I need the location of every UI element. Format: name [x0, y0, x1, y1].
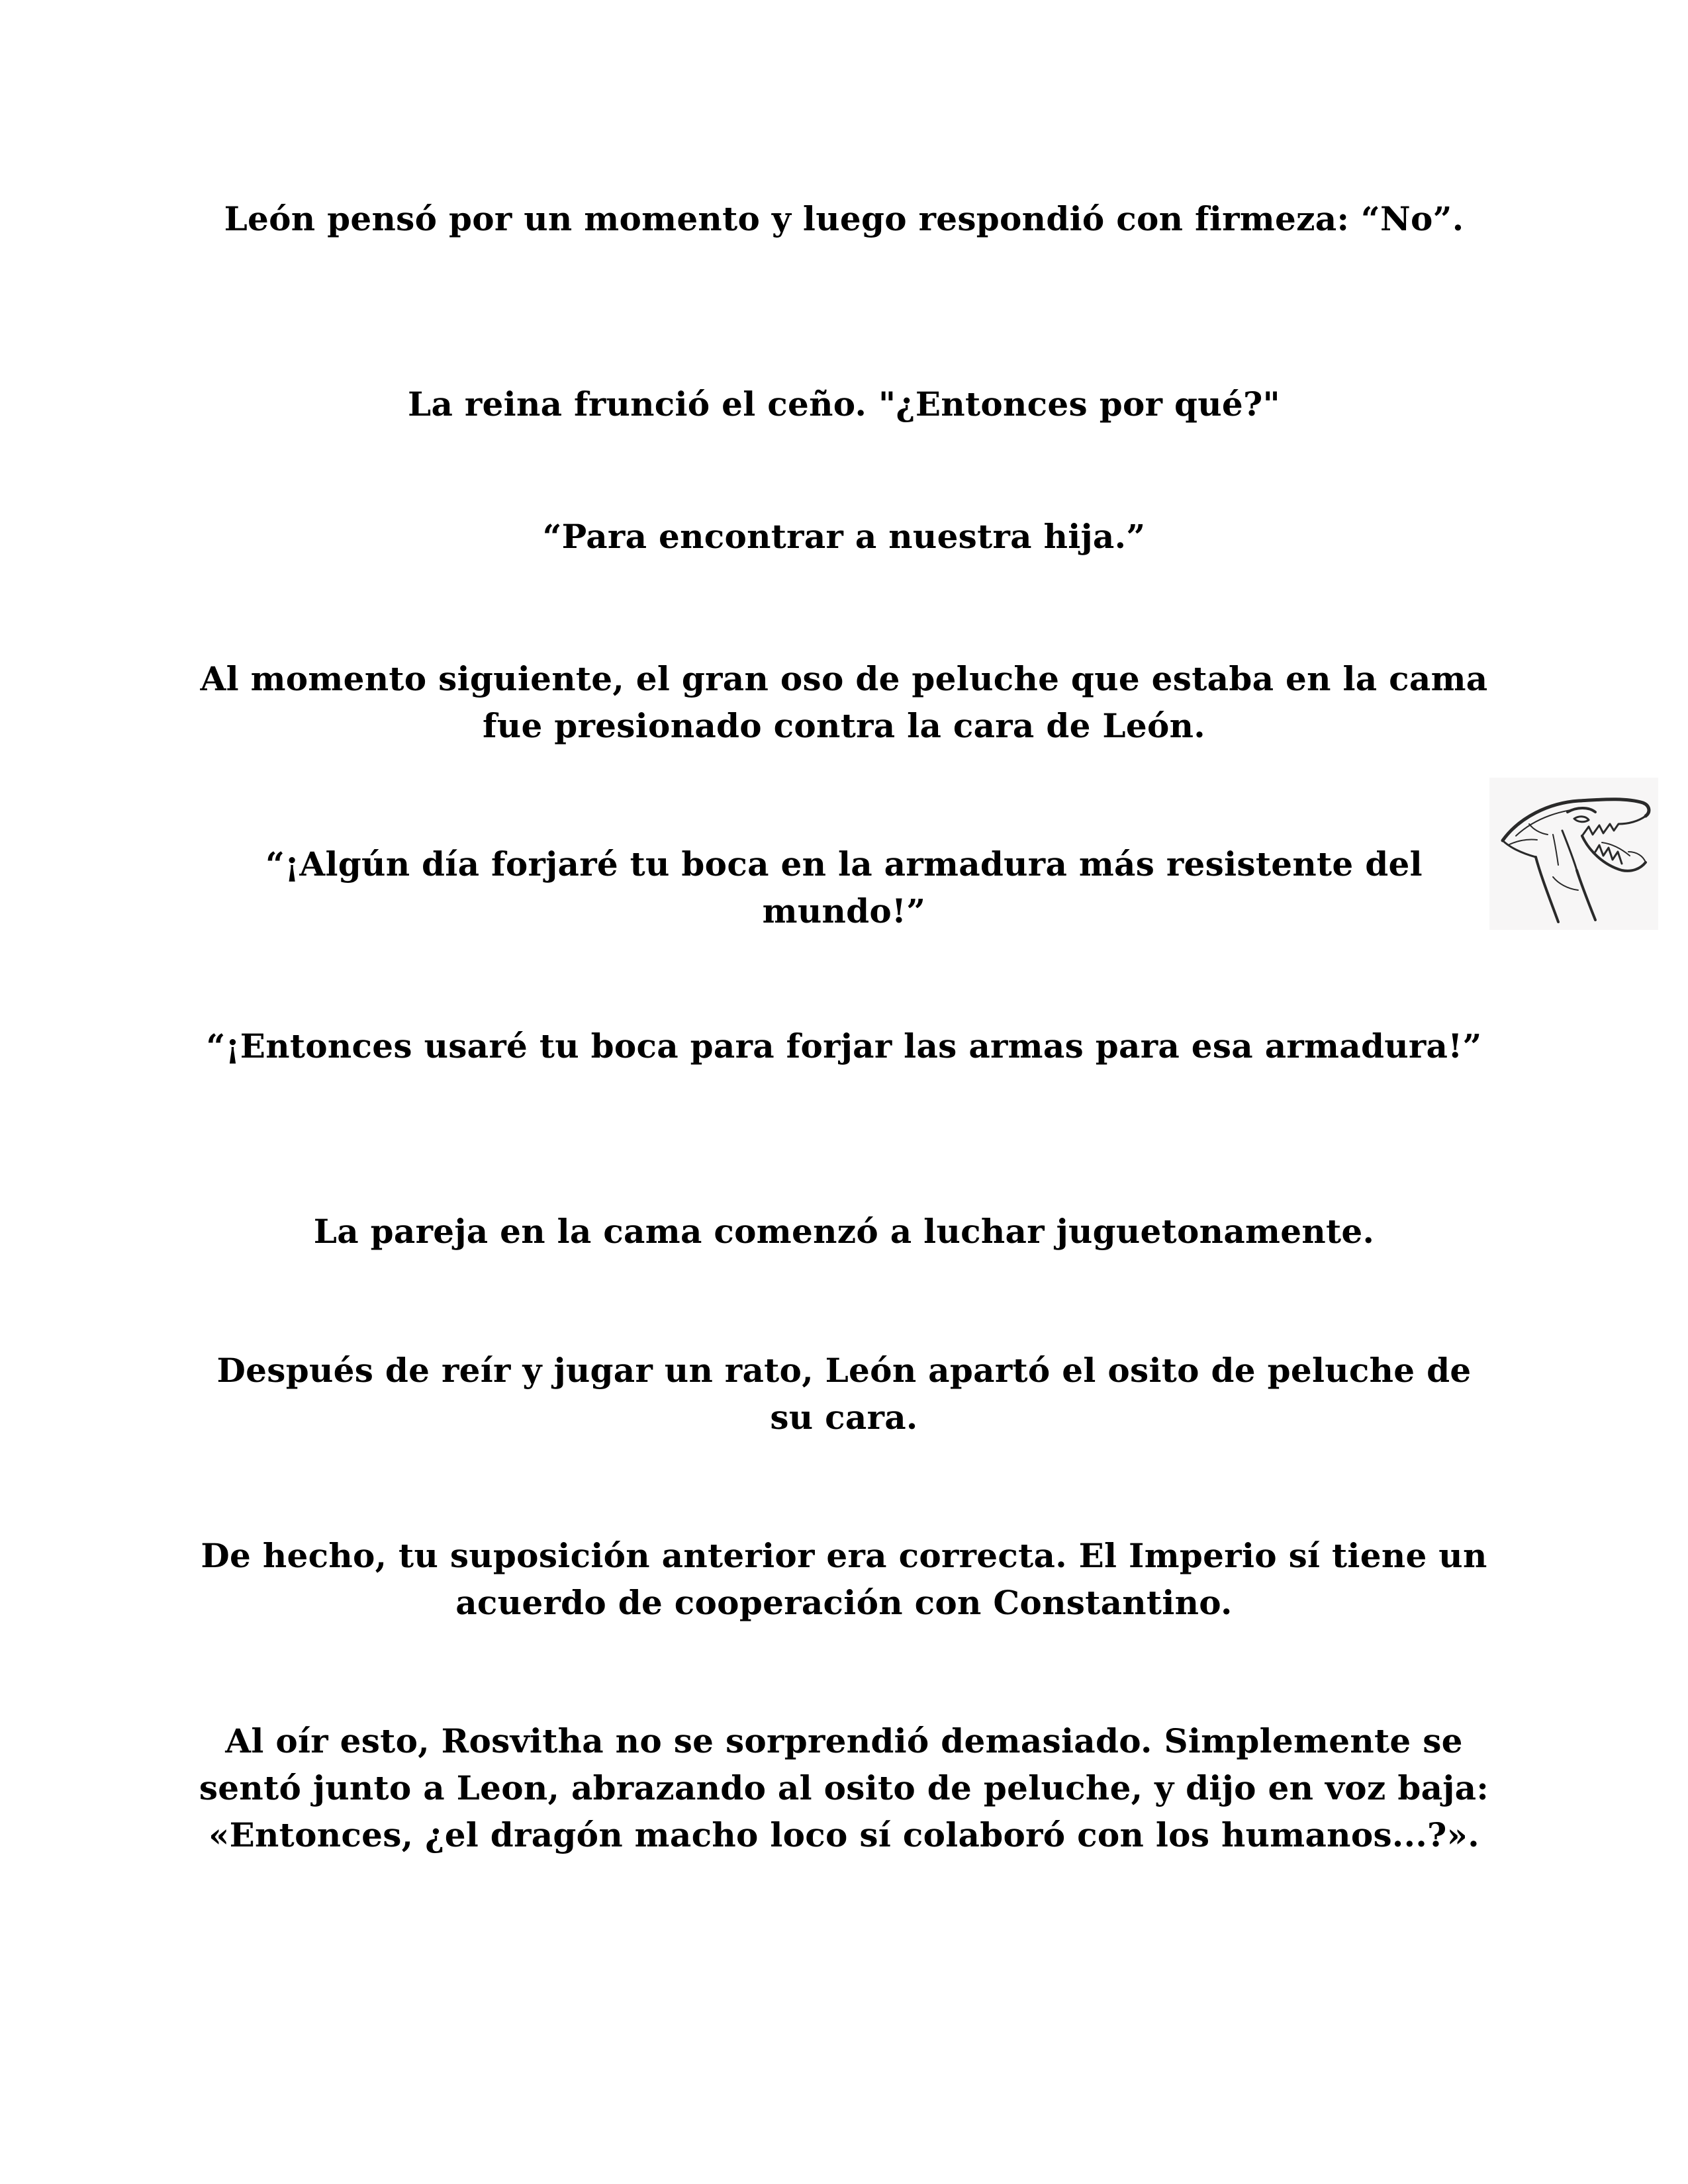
- paragraph-5: “¡Algún día forjaré tu boca en la armadura más resistente del mundo!”: [265, 844, 1423, 931]
- paragraph-4: Al momento siguiente, el gran oso de peluche que estaba en la cama fue presionado contra la cara de León.: [200, 659, 1488, 745]
- paragraph-1: León pensó por un momento y luego respondió con firmeza: “No”.: [224, 199, 1464, 238]
- paragraph-7: La pareja en la cama comenzó a luchar juguetonamente.: [313, 1212, 1375, 1251]
- paragraph-9: De hecho, tu suposición anterior era correcta. El Imperio sí tiene un acuerdo de cooperación con Constantino.: [201, 1536, 1487, 1622]
- paragraph-6: “¡Entonces usaré tu boca para forjar las armas para esa armadura!”: [206, 1026, 1482, 1066]
- paragraph-2: La reina frunció el ceño. "¿Entonces por qué?": [408, 385, 1280, 424]
- paragraph-10: Al oír esto, Rosvitha no se sorprendió demasiado. Simplemente se sentó junto a Leon, abrazando al osito de peluche, y dijo en voz baja: «Entonces, ¿el dragón macho loco sí colaboró con los humanos...?».: [199, 1721, 1489, 1854]
- dinosaur-head-sketch-icon: [1489, 778, 1658, 930]
- paragraph-3: “Para encontrar a nuestra hija.”: [542, 517, 1146, 556]
- paragraph-8: Después de reír y jugar un rato, León apartó el osito de peluche de su cara.: [216, 1351, 1472, 1437]
